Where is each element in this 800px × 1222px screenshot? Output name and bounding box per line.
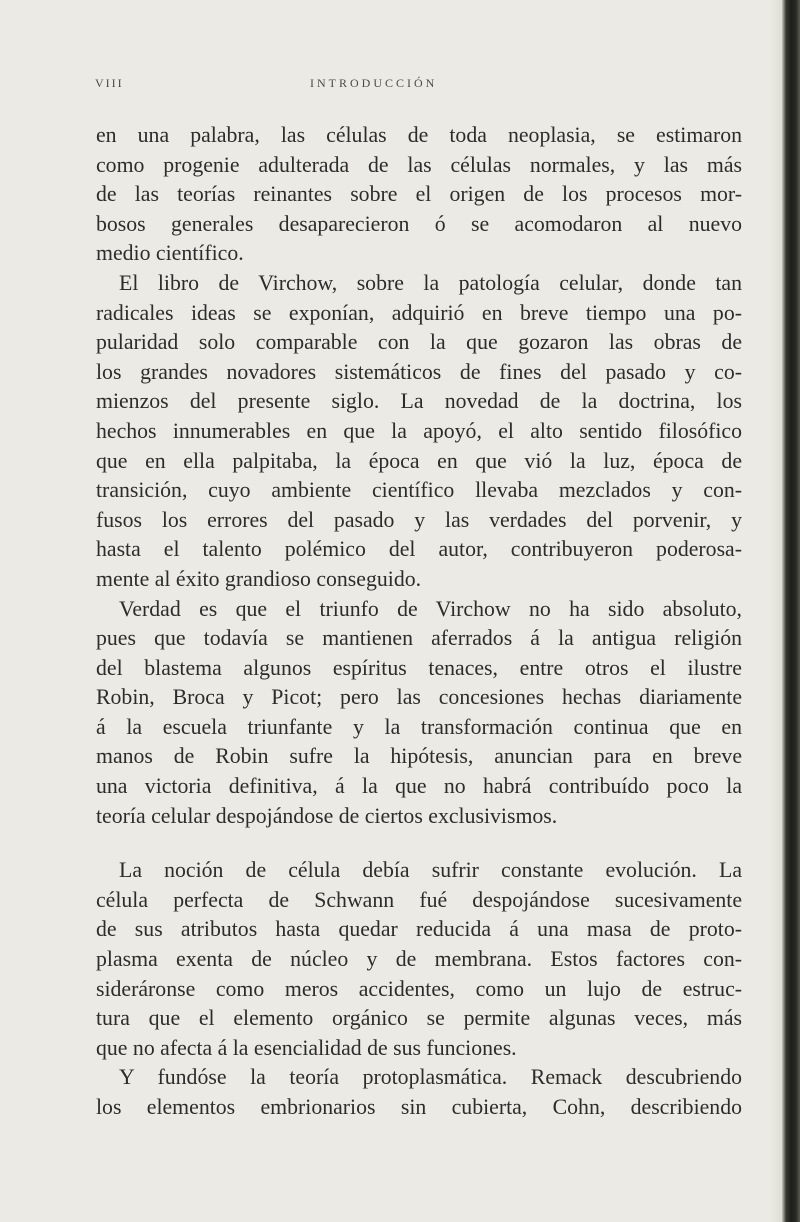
text-line: plasma exenta de núcleo y de membrana. Estos factores con- [96,947,742,972]
page-number: VIII [95,76,124,90]
running-head [0,72,800,96]
paragraph [96,595,742,832]
text-line: manos de Robin sufre la hipótesis, anuncian para en breve [96,744,742,769]
text-line: teoría celular despojándose de ciertos exclusivismos. [96,803,558,828]
text-line: transición, cuyo ambiente científico llevaba mezclados y con- [96,478,742,503]
text-line: á la escuela triunfante y la transformación continua que en [96,714,742,739]
text-line: del blastema algunos espíritus tenaces, entre otros el ilustre [96,655,742,680]
text-line: hechos innumerables en que la apoyó, el alto sentido filosófico [96,418,742,443]
text-line: los grandes novadores sistemáticos de fines del pasado y co- [96,359,742,384]
text-line: fusos los errores del pasado y las verdades del porvenir, y [96,507,742,532]
paragraph [96,121,742,269]
text-line: que no afecta á la esencialidad de sus funciones. [96,1035,517,1060]
text-line: célula perfecta de Schwann fué despojándose sucesivamente [96,887,742,912]
section-gap [96,831,742,856]
paragraph [96,856,742,1063]
text-line: pues que todavía se mantienen aferrados á la antigua religión [96,626,742,651]
text-line: mente al éxito grandioso conseguido. [96,566,422,591]
text-line: La noción de célula debía sufrir constante evolución. La [119,858,742,883]
text-line: mienzos del presente siglo. La novedad de la doctrina, los [96,389,742,414]
text-line: de las teorías reinantes sobre el origen de los procesos mor- [96,182,742,207]
text-line: radicales ideas se exponían, adquirió en breve tiempo una po- [96,300,742,325]
text-line: tura que el elemento orgánico se permite algunas veces, más [96,1006,742,1031]
text-line: como progenie adulterada de las células normales, y las más [96,152,742,177]
text-line: los elementos embrionarios sin cubierta, Cohn, describiendo [96,1095,742,1119]
text-line: Robin, Broca y Picot; pero las concesiones hechas diariamente [96,685,742,710]
running-title: INTRODUCCIÓN [310,76,438,90]
text-line: pularidad solo comparable con la que gozaron las obras de [96,330,742,355]
paragraph [96,269,742,595]
text-line: una victoria definitiva, á la que no habrá contribuído poco la [96,774,742,799]
text-line: hasta el talento polémico del autor, contribuyeron poderosa- [96,537,742,562]
text-line: Y fundóse la teoría protoplasmática. Remack descubriendo [119,1065,742,1090]
text-line: El libro de Virchow, sobre la patología celular, donde tan [119,270,742,295]
paragraph [96,1063,742,1122]
text-line: de sus atributos hasta quedar reducida á una masa de proto- [96,917,742,942]
text-line: Verdad es que el triunfo de Virchow no ha sido absoluto, [119,596,742,621]
page-edge-binding [782,0,800,1222]
text-line: que en ella palpitaba, la época en que vió la luz, época de [96,448,742,473]
text-line: bosos generales desaparecieron ó se acomodaron al nuevo [96,211,742,236]
text-line: sideráronse como meros accidentes, como un lujo de estruc- [96,976,742,1001]
page-edge-shadow [770,0,782,1222]
text-line: medio científico. [96,241,244,266]
text-line: en una palabra, las células de toda neoplasia, se estimaron [96,123,742,147]
body-text [96,121,742,1123]
